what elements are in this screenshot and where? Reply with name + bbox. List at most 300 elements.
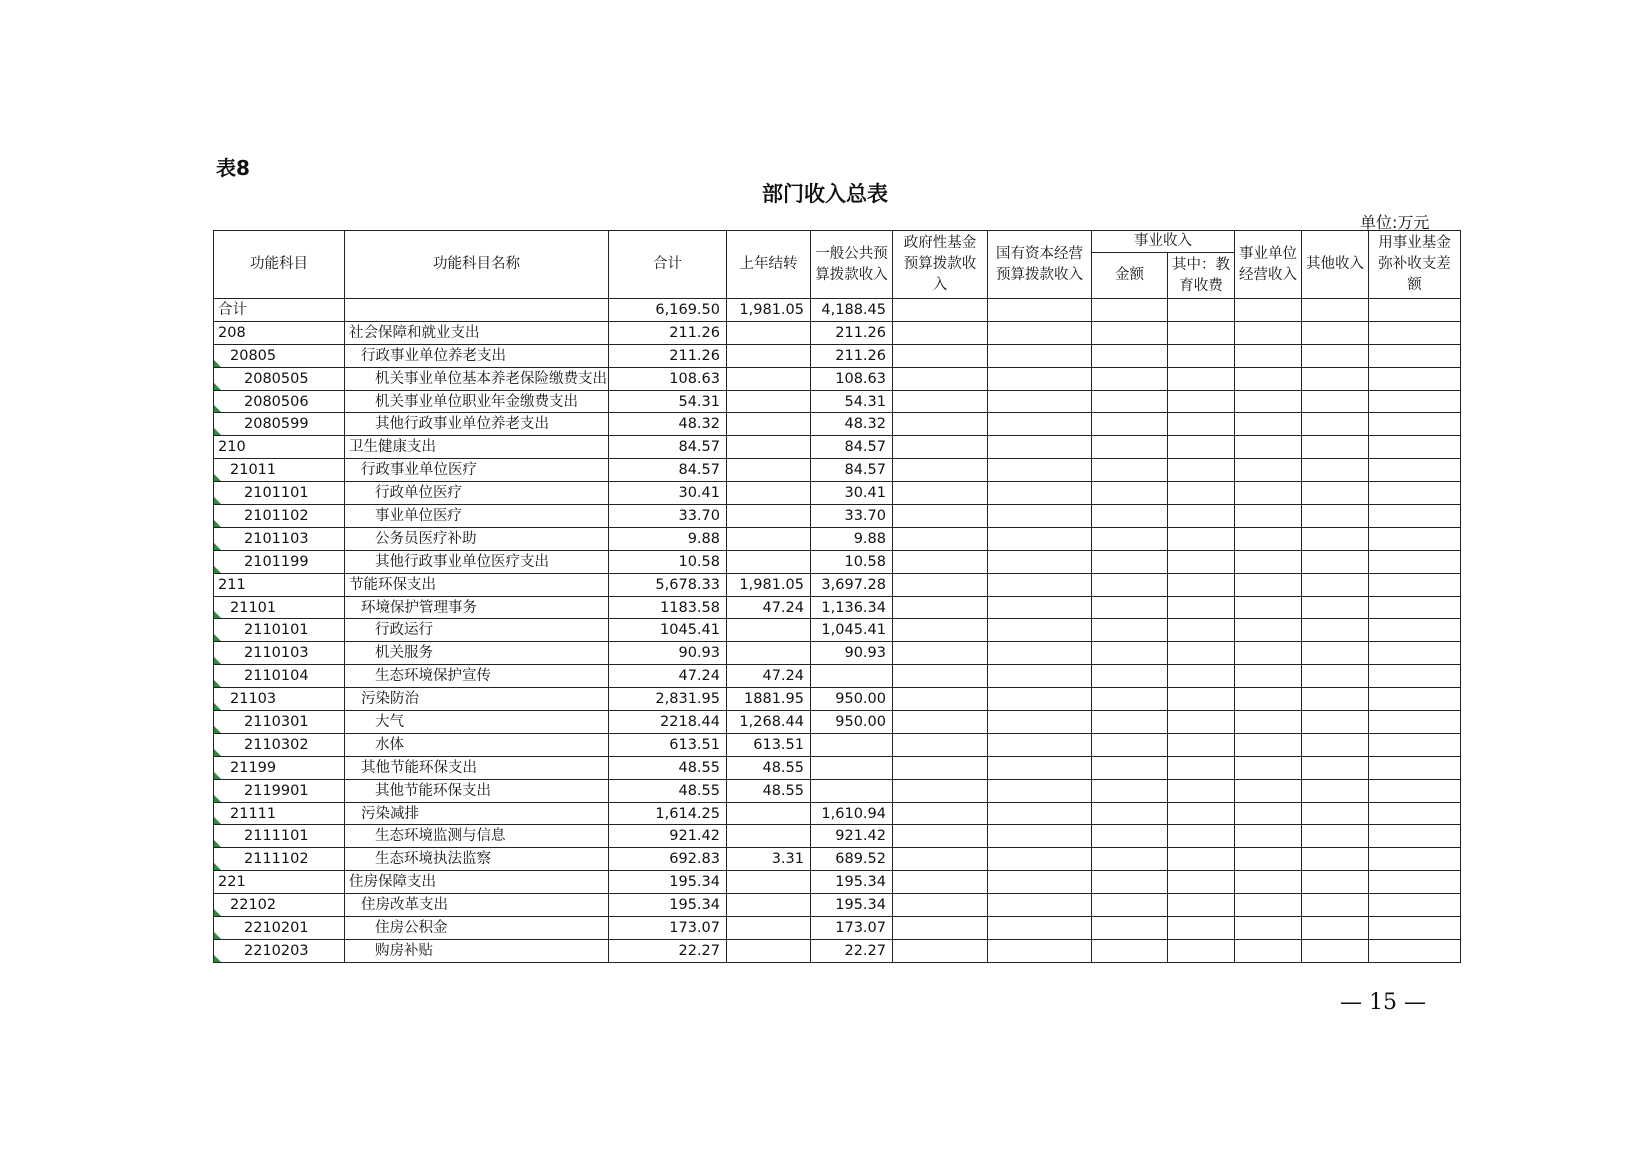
cell-marker-icon — [214, 863, 221, 870]
cell-edu-fee — [1168, 688, 1235, 711]
cell-gov-fund — [893, 596, 988, 619]
cell-func-code — [214, 779, 345, 802]
cell-general-budget — [811, 802, 893, 825]
cell-general-budget — [811, 413, 893, 436]
cell-func-code-text: 2111101 — [244, 828, 309, 845]
cell-carryover — [727, 779, 811, 802]
cell-total-text: 173.07 — [669, 919, 720, 936]
cell-gov-fund — [893, 573, 988, 596]
cell-total — [609, 321, 727, 344]
cell-func-code-text: 2210203 — [244, 942, 309, 959]
cell-unit-operation — [1235, 894, 1302, 917]
header-unit-operation: 事业单位经营收入 — [1235, 231, 1302, 299]
cell-func-name — [345, 825, 609, 848]
cell-state-capital — [988, 505, 1092, 528]
cell-func-name-text: 公务员医疗补助 — [375, 530, 477, 547]
cell-func-name — [345, 894, 609, 917]
cell-total — [609, 573, 727, 596]
cell-carryover — [727, 299, 811, 322]
cell-other-income — [1302, 573, 1369, 596]
table-row — [214, 939, 1461, 962]
cell-other-income — [1302, 733, 1369, 756]
cell-edu-fee — [1168, 573, 1235, 596]
cell-business-amount — [1092, 825, 1168, 848]
cell-edu-fee — [1168, 825, 1235, 848]
cell-total — [609, 917, 727, 940]
cell-other-income — [1302, 619, 1369, 642]
cell-business-amount — [1092, 459, 1168, 482]
cell-func-name — [345, 413, 609, 436]
cell-func-name-text: 购房补贴 — [375, 942, 433, 959]
cell-gov-fund — [893, 825, 988, 848]
cell-fund-offset — [1369, 505, 1461, 528]
cell-edu-fee — [1168, 550, 1235, 573]
cell-general-budget-text: 1,045.41 — [821, 622, 886, 639]
table-header — [214, 231, 1461, 299]
cell-unit-operation — [1235, 321, 1302, 344]
cell-other-income — [1302, 596, 1369, 619]
cell-fund-offset — [1369, 321, 1461, 344]
cell-state-capital — [988, 436, 1092, 459]
cell-business-amount — [1092, 939, 1168, 962]
cell-fund-offset — [1369, 848, 1461, 871]
cell-general-budget-text: 1,136.34 — [821, 599, 886, 616]
cell-func-code — [214, 711, 345, 734]
cell-func-name — [345, 642, 609, 665]
cell-gov-fund — [893, 756, 988, 779]
cell-total — [609, 802, 727, 825]
cell-business-amount — [1092, 711, 1168, 734]
cell-marker-icon — [214, 726, 221, 733]
cell-business-amount — [1092, 596, 1168, 619]
cell-func-name-text: 其他行政事业单位养老支出 — [375, 416, 549, 433]
cell-fund-offset — [1369, 802, 1461, 825]
cell-total-text: 2,831.95 — [655, 691, 720, 708]
cell-func-name — [345, 482, 609, 505]
cell-state-capital — [988, 711, 1092, 734]
table-row — [214, 665, 1461, 688]
cell-total-text: 54.31 — [678, 393, 720, 410]
cell-edu-fee — [1168, 390, 1235, 413]
cell-state-capital — [988, 848, 1092, 871]
cell-carryover — [727, 711, 811, 734]
cell-func-code — [214, 596, 345, 619]
cell-other-income — [1302, 299, 1369, 322]
table-row — [214, 917, 1461, 940]
cell-carryover-text: 1881.95 — [744, 691, 804, 708]
cell-gov-fund — [893, 505, 988, 528]
cell-carryover-text: 613.51 — [753, 736, 804, 753]
cell-total-text: 33.70 — [678, 507, 720, 524]
cell-general-budget — [811, 642, 893, 665]
cell-total-text: 30.41 — [678, 485, 720, 502]
cell-business-amount — [1092, 619, 1168, 642]
header-business-income: 事业收入 — [1092, 231, 1235, 253]
cell-other-income — [1302, 413, 1369, 436]
cell-general-budget — [811, 917, 893, 940]
cell-general-budget — [811, 848, 893, 871]
cell-func-code-text: 2110101 — [244, 622, 309, 639]
cell-carryover — [727, 459, 811, 482]
cell-func-name — [345, 344, 609, 367]
cell-general-budget-text: 950.00 — [835, 691, 886, 708]
cell-func-name-text: 住房公积金 — [375, 919, 448, 936]
cell-total — [609, 825, 727, 848]
cell-carryover — [727, 321, 811, 344]
cell-carryover — [727, 917, 811, 940]
cell-func-name-text: 污染防治 — [361, 691, 419, 708]
cell-edu-fee — [1168, 619, 1235, 642]
cell-func-name — [345, 688, 609, 711]
cell-func-code — [214, 482, 345, 505]
cell-total-text: 48.55 — [678, 759, 720, 776]
cell-marker-icon — [214, 497, 221, 504]
cell-func-name-text: 机关事业单位基本养老保险缴费支出 — [375, 370, 607, 387]
cell-func-name-text: 社会保障和就业支出 — [349, 324, 480, 341]
cell-carryover — [727, 688, 811, 711]
cell-func-code — [214, 390, 345, 413]
header-edu-fee: 其中：教育收费 — [1168, 253, 1235, 299]
cell-general-budget-text: 30.41 — [844, 485, 886, 502]
cell-gov-fund — [893, 939, 988, 962]
cell-edu-fee — [1168, 299, 1235, 322]
cell-general-budget — [811, 756, 893, 779]
income-summary-table — [213, 230, 1461, 963]
cell-func-code-text: 21199 — [230, 759, 277, 776]
cell-func-code — [214, 756, 345, 779]
cell-func-code-text: 2080506 — [244, 393, 309, 410]
cell-marker-icon — [214, 360, 221, 367]
cell-edu-fee — [1168, 665, 1235, 688]
cell-func-name — [345, 459, 609, 482]
cell-edu-fee — [1168, 344, 1235, 367]
cell-edu-fee — [1168, 939, 1235, 962]
cell-func-name — [345, 779, 609, 802]
cell-func-code — [214, 550, 345, 573]
cell-general-budget-text: 90.93 — [844, 645, 886, 662]
cell-edu-fee — [1168, 711, 1235, 734]
cell-general-budget-text: 84.57 — [844, 462, 886, 479]
cell-func-name — [345, 848, 609, 871]
header-carryover: 上年结转 — [727, 231, 811, 299]
cell-business-amount — [1092, 894, 1168, 917]
cell-total-text: 195.34 — [669, 897, 720, 914]
table-row — [214, 573, 1461, 596]
document-title: 部门收入总表 — [762, 182, 888, 206]
cell-gov-fund — [893, 619, 988, 642]
cell-other-income — [1302, 527, 1369, 550]
cell-business-amount — [1092, 505, 1168, 528]
cell-other-income — [1302, 802, 1369, 825]
cell-func-code-text: 2080599 — [244, 416, 309, 433]
cell-total — [609, 413, 727, 436]
cell-general-budget — [811, 665, 893, 688]
cell-state-capital — [988, 482, 1092, 505]
cell-general-budget — [811, 550, 893, 573]
table-body — [214, 299, 1461, 963]
table-label: 表8 — [216, 156, 250, 180]
cell-func-code — [214, 527, 345, 550]
cell-func-code — [214, 505, 345, 528]
cell-marker-icon — [214, 657, 221, 664]
cell-carryover-text: 48.55 — [762, 782, 804, 799]
table-row — [214, 321, 1461, 344]
cell-business-amount — [1092, 871, 1168, 894]
cell-func-code-text: 22102 — [230, 897, 277, 914]
cell-general-budget — [811, 711, 893, 734]
cell-total-text: 48.55 — [678, 782, 720, 799]
cell-fund-offset — [1369, 665, 1461, 688]
cell-func-name-text: 机关服务 — [375, 645, 433, 662]
cell-gov-fund — [893, 733, 988, 756]
cell-gov-fund — [893, 344, 988, 367]
cell-carryover-text: 1,981.05 — [739, 301, 804, 318]
cell-general-budget — [811, 459, 893, 482]
cell-other-income — [1302, 550, 1369, 573]
cell-unit-operation — [1235, 711, 1302, 734]
header-func-name: 功能科目名称 — [345, 231, 609, 299]
cell-carryover — [727, 802, 811, 825]
cell-other-income — [1302, 321, 1369, 344]
cell-unit-operation — [1235, 459, 1302, 482]
cell-func-name — [345, 733, 609, 756]
cell-func-code — [214, 825, 345, 848]
cell-general-budget — [811, 344, 893, 367]
cell-unit-operation — [1235, 413, 1302, 436]
cell-business-amount — [1092, 390, 1168, 413]
cell-general-budget-text: 950.00 — [835, 713, 886, 730]
cell-carryover — [727, 573, 811, 596]
table-row — [214, 596, 1461, 619]
cell-marker-icon — [214, 611, 221, 618]
cell-func-code-text: 21111 — [230, 805, 277, 822]
cell-carryover — [727, 505, 811, 528]
cell-general-budget — [811, 779, 893, 802]
cell-state-capital — [988, 825, 1092, 848]
table-row — [214, 825, 1461, 848]
cell-general-budget — [811, 871, 893, 894]
cell-gov-fund — [893, 665, 988, 688]
header-other-income: 其他收入 — [1302, 231, 1369, 299]
cell-general-budget — [811, 688, 893, 711]
cell-general-budget — [811, 733, 893, 756]
cell-carryover-text: 3.31 — [771, 851, 804, 868]
cell-general-budget — [811, 939, 893, 962]
cell-unit-operation — [1235, 733, 1302, 756]
cell-func-name-text: 卫生健康支出 — [349, 439, 436, 456]
cell-other-income — [1302, 436, 1369, 459]
cell-func-code-text: 208 — [218, 324, 246, 341]
cell-general-budget-text: 211.26 — [835, 347, 886, 364]
cell-gov-fund — [893, 802, 988, 825]
unit-label: 单位:万元 — [1360, 213, 1430, 232]
cell-unit-operation — [1235, 917, 1302, 940]
cell-general-budget-text: 921.42 — [835, 828, 886, 845]
cell-general-budget — [811, 825, 893, 848]
cell-total-text: 195.34 — [669, 874, 720, 891]
cell-total-text: 692.83 — [669, 851, 720, 868]
cell-carryover — [727, 367, 811, 390]
cell-state-capital — [988, 321, 1092, 344]
cell-total — [609, 299, 727, 322]
cell-fund-offset — [1369, 825, 1461, 848]
cell-business-amount — [1092, 779, 1168, 802]
cell-func-name-text: 节能环保支出 — [349, 576, 436, 593]
cell-marker-icon — [214, 772, 221, 779]
cell-gov-fund — [893, 321, 988, 344]
cell-unit-operation — [1235, 825, 1302, 848]
cell-func-code-text: 2101101 — [244, 485, 309, 502]
cell-marker-icon — [214, 795, 221, 802]
cell-func-code — [214, 871, 345, 894]
cell-gov-fund — [893, 367, 988, 390]
cell-carryover — [727, 894, 811, 917]
cell-carryover — [727, 436, 811, 459]
cell-total — [609, 871, 727, 894]
cell-edu-fee — [1168, 413, 1235, 436]
cell-func-name — [345, 505, 609, 528]
cell-general-budget-text: 108.63 — [835, 370, 886, 387]
cell-unit-operation — [1235, 619, 1302, 642]
cell-func-code — [214, 413, 345, 436]
cell-func-code — [214, 802, 345, 825]
cell-func-code-text: 2210201 — [244, 919, 309, 936]
cell-business-amount — [1092, 321, 1168, 344]
cell-other-income — [1302, 665, 1369, 688]
cell-total — [609, 527, 727, 550]
cell-marker-icon — [214, 840, 221, 847]
cell-edu-fee — [1168, 802, 1235, 825]
cell-fund-offset — [1369, 459, 1461, 482]
cell-general-budget — [811, 482, 893, 505]
cell-state-capital — [988, 756, 1092, 779]
cell-total-text: 47.24 — [678, 668, 720, 685]
cell-business-amount — [1092, 733, 1168, 756]
cell-fund-offset — [1369, 527, 1461, 550]
cell-func-name-text: 环境保护管理事务 — [361, 599, 477, 616]
cell-gov-fund — [893, 642, 988, 665]
cell-fund-offset — [1369, 733, 1461, 756]
cell-func-code-text: 2101199 — [244, 553, 309, 570]
cell-func-code-text: 21011 — [230, 462, 277, 479]
cell-marker-icon — [214, 680, 221, 687]
cell-state-capital — [988, 802, 1092, 825]
cell-total-text: 90.93 — [678, 645, 720, 662]
cell-other-income — [1302, 848, 1369, 871]
cell-general-budget-text: 10.58 — [844, 553, 886, 570]
cell-fund-offset — [1369, 390, 1461, 413]
cell-carryover — [727, 550, 811, 573]
cell-func-code-text: 2080505 — [244, 370, 309, 387]
table-row — [214, 482, 1461, 505]
cell-business-amount — [1092, 344, 1168, 367]
cell-total — [609, 779, 727, 802]
cell-total — [609, 482, 727, 505]
cell-edu-fee — [1168, 756, 1235, 779]
cell-business-amount — [1092, 436, 1168, 459]
cell-marker-icon — [214, 520, 221, 527]
cell-marker-icon — [214, 703, 221, 710]
cell-func-name — [345, 550, 609, 573]
cell-general-budget-text: 195.34 — [835, 897, 886, 914]
cell-carryover-text: 1,981.05 — [739, 576, 804, 593]
cell-fund-offset — [1369, 573, 1461, 596]
cell-func-code — [214, 917, 345, 940]
cell-func-code — [214, 299, 345, 322]
cell-general-budget — [811, 573, 893, 596]
cell-other-income — [1302, 779, 1369, 802]
header-amount: 金额 — [1092, 253, 1168, 299]
cell-carryover — [727, 848, 811, 871]
cell-business-amount — [1092, 756, 1168, 779]
cell-fund-offset — [1369, 550, 1461, 573]
cell-func-name — [345, 367, 609, 390]
cell-marker-icon — [214, 428, 221, 435]
cell-general-budget-text: 689.52 — [835, 851, 886, 868]
cell-fund-offset — [1369, 917, 1461, 940]
cell-marker-icon — [214, 543, 221, 550]
table-row — [214, 688, 1461, 711]
cell-business-amount — [1092, 848, 1168, 871]
cell-gov-fund — [893, 390, 988, 413]
cell-unit-operation — [1235, 848, 1302, 871]
cell-func-name — [345, 619, 609, 642]
cell-fund-offset — [1369, 756, 1461, 779]
cell-other-income — [1302, 390, 1369, 413]
cell-edu-fee — [1168, 482, 1235, 505]
cell-gov-fund — [893, 711, 988, 734]
cell-fund-offset — [1369, 299, 1461, 322]
cell-gov-fund — [893, 299, 988, 322]
cell-total-text: 1183.58 — [660, 599, 720, 616]
cell-state-capital — [988, 459, 1092, 482]
cell-func-name-text: 行政运行 — [375, 622, 433, 639]
cell-unit-operation — [1235, 505, 1302, 528]
cell-state-capital — [988, 688, 1092, 711]
header-state-capital: 国有资本经营预算拨款收入 — [988, 231, 1092, 299]
cell-func-name-text: 行政事业单位养老支出 — [361, 347, 506, 364]
cell-func-code — [214, 939, 345, 962]
cell-business-amount — [1092, 550, 1168, 573]
page-number: — 15 — — [1340, 990, 1426, 1015]
cell-gov-fund — [893, 482, 988, 505]
cell-general-budget-text: 4,188.45 — [821, 301, 886, 318]
cell-marker-icon — [214, 932, 221, 939]
cell-carryover — [727, 733, 811, 756]
cell-carryover — [727, 527, 811, 550]
cell-unit-operation — [1235, 802, 1302, 825]
cell-func-code-text: 2101103 — [244, 530, 309, 547]
cell-gov-fund — [893, 848, 988, 871]
cell-other-income — [1302, 459, 1369, 482]
cell-total — [609, 756, 727, 779]
cell-unit-operation — [1235, 344, 1302, 367]
cell-unit-operation — [1235, 939, 1302, 962]
cell-state-capital — [988, 550, 1092, 573]
cell-total — [609, 505, 727, 528]
cell-func-code-text: 2110104 — [244, 668, 309, 685]
cell-gov-fund — [893, 688, 988, 711]
cell-func-code — [214, 894, 345, 917]
cell-general-budget — [811, 894, 893, 917]
cell-fund-offset — [1369, 642, 1461, 665]
table-row — [214, 894, 1461, 917]
cell-total-text: 1,614.25 — [655, 805, 720, 822]
cell-carryover — [727, 756, 811, 779]
table-row — [214, 619, 1461, 642]
cell-func-name — [345, 390, 609, 413]
cell-business-amount — [1092, 482, 1168, 505]
